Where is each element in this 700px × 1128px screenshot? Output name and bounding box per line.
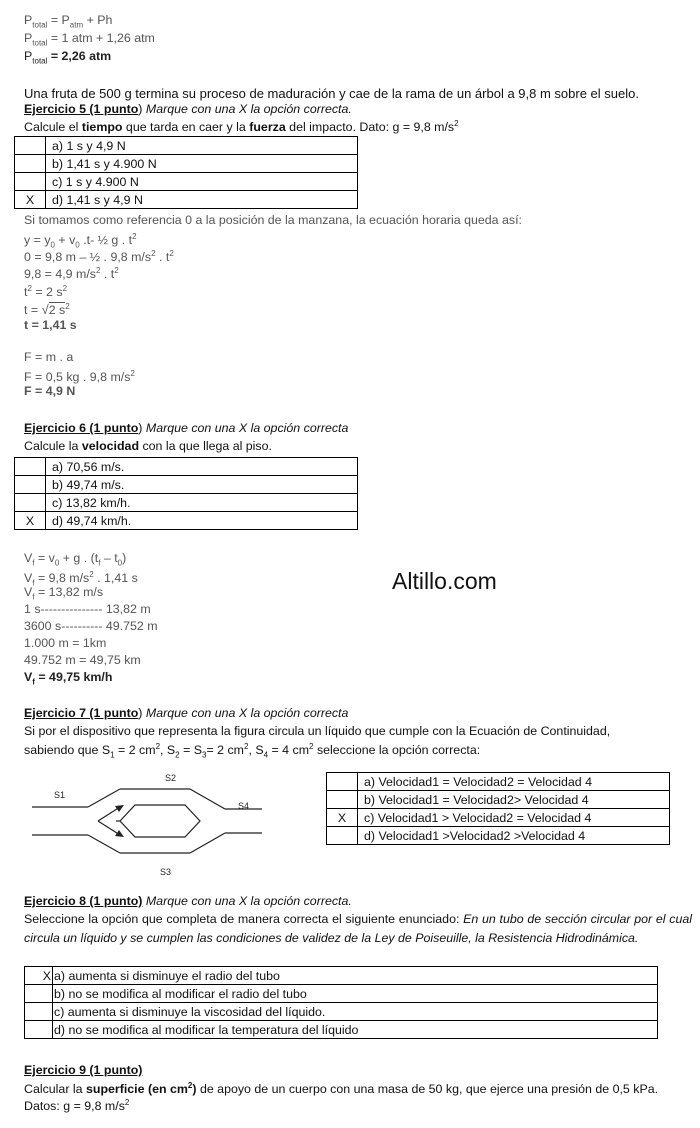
ex5-work-4: $t^2 = 2$ $s^2$: [24, 284, 68, 300]
ex7-question-1: Si por el dispositivo que representa la figura circula un líquido que cumple con la Ecuación de Continuidad,: [24, 724, 611, 738]
ex5-work-3: 9,8 = 4,9 $m/s^2$ . $t^2$: [24, 266, 119, 282]
label-s3: S3: [160, 867, 172, 877]
ex5-force-1: F = m . a: [24, 350, 74, 364]
table-row[interactable]: a) Velocidad1 = Velocidad2 = Velocidad 4: [327, 773, 670, 791]
ex6-options-table: [14, 457, 358, 530]
table-row[interactable]: b) 49,74 m/s.: [15, 476, 358, 494]
ex6-work-7: 49.752 m = 49,75 km: [24, 653, 141, 667]
ex6-work-5: 3600 s---------- 49.752 m: [24, 619, 158, 633]
ex9-datos: Datos: g = 9,8 $m/s^2$: [24, 1098, 130, 1114]
ex6-velocity-result: $V_f = 49,75$ km/h: [24, 670, 113, 687]
ex5-question: Calcule el tiempo que tarda en caer y la fuerza del impacto. Dato: g = 9,8 $m/s^2$: [24, 119, 459, 135]
ex7-options-table: [326, 772, 670, 845]
table-row[interactable]: X d) 1,41 s y 4,9 N: [15, 191, 358, 209]
ex8-heading: Ejercicio 8 (1 punto) Marque con una X la opción correcta.: [24, 894, 352, 908]
ex6-heading: Ejercicio 6 (1 punto) Marque con una X la opción correcta: [24, 421, 349, 435]
table-row[interactable]: c) 13,82 km/h.: [15, 494, 358, 512]
ex9-heading: Ejercicio 9 (1 punto): [24, 1063, 143, 1077]
table-row[interactable]: d) Velocidad1 >Velocidad2 >Velocidad 4: [327, 827, 670, 845]
table-row[interactable]: b) Velocidad1 = Velocidad2> Velocidad 4: [327, 791, 670, 809]
table-row[interactable]: b) 1,41 s y 4.900 N: [15, 155, 358, 173]
ex5-explanation: Si tomamos como referencia 0 a la posición de la manzana, la ecuación horaria queda así:: [24, 213, 522, 227]
label-s2: S2: [165, 773, 177, 783]
ex5-time-result: t = 1,41 s: [24, 318, 77, 332]
ex5-work-1: $y = y_0 + v_0$ .t- ½ g . $t^2$: [24, 232, 137, 250]
table-row[interactable]: b) no se modifica al modificar el radio del tubo: [25, 985, 658, 1003]
table-row[interactable]: X c) Velocidad1 > Velocidad2 = Velocidad 4: [327, 809, 670, 827]
ex5-force-result: F = 4,9 N: [24, 384, 76, 398]
ex5-heading: Ejercicio 5 (1 punto) Marque con una X la opción correcta.: [24, 102, 352, 116]
ex6-work-2: $V_f = 9,8$ $m/s^2$ . 1,41 s: [24, 570, 138, 588]
table-row[interactable]: d) no se modifica al modificar la temperatura del líquido: [25, 1021, 658, 1039]
table-row[interactable]: X d) 49,74 km/h.: [15, 512, 358, 530]
ex6-work-6: 1.000 m = 1km: [24, 636, 107, 650]
label-s1: S1: [54, 790, 66, 800]
ex5-intro: Una fruta de 500 g termina su proceso de maduración y cae de la rama de un árbol a 9,8 m sobre el suelo.: [24, 86, 639, 101]
table-row[interactable]: c) 1 s y 4.900 N: [15, 173, 358, 191]
ex9-question: Calcular la superficie (en $cm^2$) de apoyo de un cuerpo con una masa de 50 kg, que ejerce una presión de 0,5 kPa.: [24, 1081, 659, 1097]
pressure-values: $P_{total} = 1$ atm + 1,26 atm: [24, 31, 155, 48]
label-s4: S4: [238, 801, 250, 811]
ex5-options-table: [14, 136, 358, 209]
table-row[interactable]: a) 1 s y 4,9 N: [15, 137, 358, 155]
ex6-work-4: 1 s--------------- 13,82 m: [24, 602, 151, 616]
pressure-formula: $P_{total} = P_{atm} + Ph$: [24, 13, 113, 30]
watermark-text: Altillo.com: [392, 568, 497, 594]
ex8-options-table: [24, 966, 658, 1039]
continuity-tube-diagram: [20, 765, 280, 880]
table-row[interactable]: X a) aumenta si disminuye el radio del tubo: [25, 967, 658, 985]
table-row[interactable]: c) aumenta si disminuye la viscosidad del líquido.: [25, 1003, 658, 1021]
ex5-work-5: t = √2 $s^2$: [24, 302, 70, 318]
ex6-question: Calcule la velocidad con la que llega al piso.: [24, 439, 272, 453]
pressure-result: $P_{total} = 2,26$ atm: [24, 49, 112, 66]
ex7-heading: Ejercicio 7 (1 punto) Marque con una X la opción correcta: [24, 706, 349, 720]
ex8-question: Seleccione la opción que completa de manera correcta el siguiente enunciado: En un tubo de sección circular por el cual circula un líquido y se cumplen las condiciones de validez de la Ley de Poiseuille, la Resistencia Hidrodinámica.: [24, 912, 693, 945]
ex7-question-2: sabiendo que $S_1 = 2$ $cm^2$, $S_2 = S_3= 2$ $cm^2$, $S_4 = 4$ $cm^2$ seleccione la opción correcta:: [24, 742, 481, 760]
table-row[interactable]: a) 70,56 m/s.: [15, 458, 358, 476]
ex5-work-2: 0 = 9,8 m – ½ . 9,8 $m/s^2$ . $t^2$: [24, 249, 174, 265]
ex6-work-3: $V_f = 13,82$ m/s: [24, 585, 104, 602]
ex5-force-2: F = 0,5 kg . 9,8 $m/s^2$: [24, 369, 135, 385]
ex6-work-1: $V_f = v_0 + g$ . $(t_f - t_0)$: [24, 551, 127, 568]
